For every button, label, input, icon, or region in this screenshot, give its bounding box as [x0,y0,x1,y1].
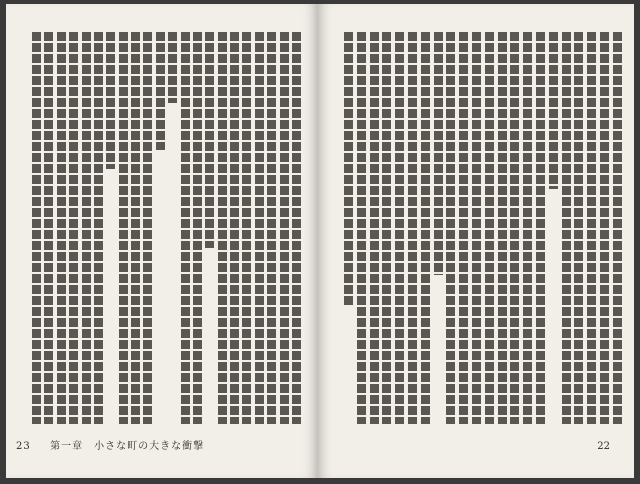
text-column [32,32,41,424]
text-column [600,32,609,424]
left-page-number: 23 [16,441,31,452]
text-column [94,32,103,424]
text-column [485,32,494,424]
text-column [472,32,481,424]
text-column [119,32,128,424]
text-column [131,32,140,424]
text-column [434,32,443,275]
text-column [69,32,78,424]
text-column [267,32,276,424]
left-page [6,4,318,478]
text-column [574,32,583,424]
right-page [318,4,634,478]
text-column [242,32,251,424]
right-text-columns [344,32,622,424]
text-column [57,32,66,424]
text-column [344,32,353,306]
left-text-columns [32,32,301,424]
text-column [613,32,622,424]
text-column [292,32,301,424]
text-column [106,32,115,169]
text-column [44,32,53,424]
text-column [280,32,289,424]
text-column [205,32,214,248]
text-column [143,32,152,424]
text-column [523,32,532,424]
text-column [218,32,227,424]
text-column [230,32,239,424]
text-column [156,32,165,150]
text-column [562,32,571,424]
text-column [181,32,190,424]
text-column [168,32,177,103]
book-spread [6,4,634,478]
text-column [382,32,391,424]
text-column [536,32,545,424]
text-column [370,32,379,424]
text-column [459,32,468,424]
chapter-title: 第一章 小さな町の大きな衝撃 [50,441,205,452]
text-column [408,32,417,424]
text-column [357,32,366,424]
text-column [510,32,519,424]
text-column [193,32,202,424]
right-page-number: 22 [597,441,610,452]
text-column [421,32,430,424]
text-column [395,32,404,424]
text-column [549,32,558,189]
text-column [498,32,507,424]
text-column [255,32,264,424]
text-column [82,32,91,424]
text-column [587,32,596,424]
text-column [446,32,455,424]
left-running-head [16,437,204,452]
